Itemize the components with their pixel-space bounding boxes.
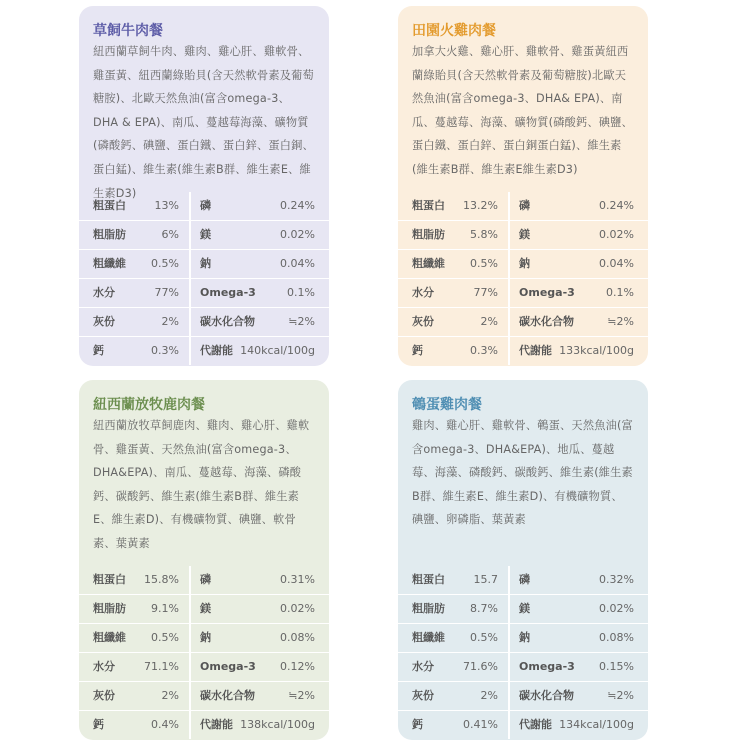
nutrient-value: 0.4% <box>151 718 179 731</box>
nutrient-label: 鈣 <box>93 344 104 357</box>
nutrient-label: 碳水化合物 <box>519 315 574 328</box>
nutrient-label: 粗纖維 <box>412 631 445 644</box>
quail-egg-meal-card <box>398 380 648 740</box>
nutrient-label: Omega-3 <box>200 286 256 299</box>
nutrient-value: 138kcal/100g <box>240 718 315 731</box>
nutrient-label: 粗蛋白 <box>93 573 126 586</box>
nutrient-label: 粗脂肪 <box>93 602 126 615</box>
nutrient-label: 鎂 <box>519 228 530 241</box>
nutrient-label: 鈉 <box>519 257 530 270</box>
nutrient-value: 0.41% <box>463 718 498 731</box>
nutrient-label: 磷 <box>519 199 530 212</box>
nutrient-label: Omega-3 <box>519 660 575 673</box>
nutrient-label: 磷 <box>200 573 211 586</box>
nutrient-label: 磷 <box>519 573 530 586</box>
nutrient-value: 71.1% <box>144 660 179 673</box>
nutrient-label: 粗脂肪 <box>412 602 445 615</box>
table-row <box>79 249 329 278</box>
nutrition-table <box>398 192 648 365</box>
table-row <box>398 278 648 307</box>
card-title: 紐西蘭放牧鹿肉餐 <box>93 397 205 413</box>
nutrient-label: 代謝能 <box>200 718 233 731</box>
ingredients-text: 紐西蘭放牧草飼鹿肉、雞肉、雞心肝、雞軟骨、雞蛋黃、天然魚油(富含omega-3、DHA&EPA)、南瓜、蔓越莓、海藻、磷酸鈣、碳酸鈣、維生素(維生素B群、維生素E、維生素D)、有機礦物質、碘鹽、軟骨素、葉黃素 <box>93 419 310 550</box>
table-row <box>398 594 648 623</box>
nutrient-label: 鎂 <box>519 602 530 615</box>
table-row <box>79 652 329 681</box>
nutrient-label: 水分 <box>412 660 434 673</box>
nutrient-label: Omega-3 <box>519 286 575 299</box>
nutrient-value: 0.1% <box>606 286 634 299</box>
nutrient-label: 碳水化合物 <box>200 689 255 702</box>
nutrient-label: 粗蛋白 <box>412 199 445 212</box>
table-row <box>79 681 329 710</box>
nutrient-label: 磷 <box>200 199 211 212</box>
beef-meal-card <box>79 6 329 366</box>
table-row <box>398 681 648 710</box>
nutrient-label: 鈉 <box>519 631 530 644</box>
nutrient-label: 粗蛋白 <box>412 573 445 586</box>
nutrient-value: 0.32% <box>599 573 634 586</box>
nutrient-label: 粗脂肪 <box>412 228 445 241</box>
table-row <box>79 192 329 220</box>
nutrition-table <box>79 192 329 365</box>
table-row <box>79 566 329 594</box>
turkey-meal-card <box>398 6 648 366</box>
venison-meal-card <box>79 380 329 740</box>
nutrient-value: 71.6% <box>463 660 498 673</box>
nutrient-value: 0.02% <box>599 228 634 241</box>
nutrient-value: 13% <box>154 199 179 212</box>
nutrient-value: 77% <box>473 286 498 299</box>
nutrient-label: 灰份 <box>93 689 115 702</box>
card-header <box>398 380 648 565</box>
nutrient-value: 15.7 <box>473 573 498 586</box>
nutrient-label: 水分 <box>412 286 434 299</box>
nutrient-value: 140kcal/100g <box>240 344 315 357</box>
nutrient-label: 代謝能 <box>200 344 233 357</box>
nutrient-value: 0.5% <box>470 257 498 270</box>
nutrient-label: 代謝能 <box>519 718 552 731</box>
nutrition-table <box>79 566 329 739</box>
nutrient-label: 粗纖維 <box>412 257 445 270</box>
nutrient-value: 0.31% <box>280 573 315 586</box>
nutrient-value: ≒2% <box>288 315 315 328</box>
nutrient-value: 77% <box>154 286 179 299</box>
nutrient-label: 粗脂肪 <box>93 228 126 241</box>
card-header <box>79 380 329 565</box>
nutrient-value: 0.24% <box>599 199 634 212</box>
nutrient-value: 2% <box>480 315 498 328</box>
card-header <box>79 6 329 200</box>
nutrient-value: 0.04% <box>599 257 634 270</box>
nutrient-value: 6% <box>161 228 179 241</box>
nutrient-value: 0.15% <box>599 660 634 673</box>
table-row <box>79 623 329 652</box>
nutrient-value: 5.8% <box>470 228 498 241</box>
nutrient-label: 灰份 <box>412 689 434 702</box>
nutrient-label: Omega-3 <box>200 660 256 673</box>
card-header <box>398 6 648 191</box>
card-title: 鵪蛋雞肉餐 <box>412 397 482 413</box>
table-row <box>79 594 329 623</box>
table-row <box>398 336 648 365</box>
nutrition-table <box>398 566 648 739</box>
nutrient-value: 2% <box>161 315 179 328</box>
table-row <box>398 249 648 278</box>
table-row <box>79 307 329 336</box>
card-title: 草飼牛肉餐 <box>93 23 163 39</box>
nutrient-label: 碳水化合物 <box>519 689 574 702</box>
nutrient-value: 0.3% <box>470 344 498 357</box>
table-row <box>398 623 648 652</box>
nutrient-value: 15.8% <box>144 573 179 586</box>
nutrient-label: 水分 <box>93 286 115 299</box>
nutrient-value: 134kcal/100g <box>559 718 634 731</box>
ingredients-text: 紐西蘭草飼牛肉、雞肉、雞心肝、雞軟骨、雞蛋黃、紐西蘭綠貽貝(含天然軟骨素及葡萄糖胺)、北歐天然魚油(富含omega-3、DHA & EPA)、南瓜、蔓越莓海藻、礦物質(磷酸鈣、碘鹽、蛋白鐵、蛋白鋅、蛋白銅、蛋白錳)、維生素(維生素B群、維生素E、維生素D3) <box>93 45 314 200</box>
nutrient-value: 13.2% <box>463 199 498 212</box>
nutrient-label: 粗纖維 <box>93 631 126 644</box>
nutrient-value: 0.24% <box>280 199 315 212</box>
nutrient-value: 9.1% <box>151 602 179 615</box>
table-row <box>398 192 648 220</box>
nutrient-value: 133kcal/100g <box>559 344 634 357</box>
nutrient-value: 0.12% <box>280 660 315 673</box>
nutrient-label: 灰份 <box>93 315 115 328</box>
nutrient-value: 0.5% <box>151 257 179 270</box>
table-row <box>398 710 648 739</box>
nutrient-value: 0.3% <box>151 344 179 357</box>
nutrient-value: 0.08% <box>280 631 315 644</box>
nutrient-value: 0.02% <box>280 228 315 241</box>
nutrient-value: ≒2% <box>607 315 634 328</box>
table-row <box>79 710 329 739</box>
ingredients-text: 雞肉、雞心肝、雞軟骨、鵪蛋、天然魚油(富含omega-3、DHA&EPA)、地瓜、蔓越莓、海藻、磷酸鈣、碳酸鈣、維生素(維生素B群、維生素E、維生素D)、有機礦物質、碘鹽、卵磷脂、葉黃素 <box>412 419 633 527</box>
nutrient-label: 代謝能 <box>519 344 552 357</box>
table-row <box>398 566 648 594</box>
nutrient-value: 0.5% <box>151 631 179 644</box>
table-row <box>398 307 648 336</box>
nutrient-label: 鎂 <box>200 602 211 615</box>
nutrient-value: 2% <box>480 689 498 702</box>
nutrient-value: 0.02% <box>599 602 634 615</box>
nutrient-value: 0.1% <box>287 286 315 299</box>
table-row <box>79 336 329 365</box>
nutrient-label: 鎂 <box>200 228 211 241</box>
nutrient-value: 0.04% <box>280 257 315 270</box>
nutrient-label: 碳水化合物 <box>200 315 255 328</box>
nutrient-label: 鈉 <box>200 257 211 270</box>
table-row <box>79 220 329 249</box>
ingredients-text: 加拿大火雞、雞心肝、雞軟骨、雞蛋黃紐西蘭綠貽貝(含天然軟骨素及葡萄糖胺)北歐天然魚油(富含omega-3、DHA& EPA)、南瓜、蔓越莓、海藻、礦物質(磷酸鈣、碘鹽、蛋白鐵、蛋白鋅、蛋白銅蛋白錳)、維生素(維生素B群、維生素E維生素D3) <box>412 45 633 176</box>
nutrient-label: 粗纖維 <box>93 257 126 270</box>
nutrient-label: 灰份 <box>412 315 434 328</box>
table-row <box>398 652 648 681</box>
card-title: 田園火雞肉餐 <box>412 23 496 39</box>
nutrient-value: 2% <box>161 689 179 702</box>
nutrient-label: 鈣 <box>412 344 423 357</box>
nutrient-label: 鈣 <box>412 718 423 731</box>
nutrient-value: ≒2% <box>607 689 634 702</box>
nutrient-value: 0.5% <box>470 631 498 644</box>
nutrient-value: 0.02% <box>280 602 315 615</box>
nutrient-value: 8.7% <box>470 602 498 615</box>
table-row <box>398 220 648 249</box>
nutrient-label: 水分 <box>93 660 115 673</box>
nutrient-value: ≒2% <box>288 689 315 702</box>
nutrient-value: 0.08% <box>599 631 634 644</box>
nutrient-label: 粗蛋白 <box>93 199 126 212</box>
nutrient-label: 鈣 <box>93 718 104 731</box>
table-row <box>79 278 329 307</box>
nutrient-label: 鈉 <box>200 631 211 644</box>
